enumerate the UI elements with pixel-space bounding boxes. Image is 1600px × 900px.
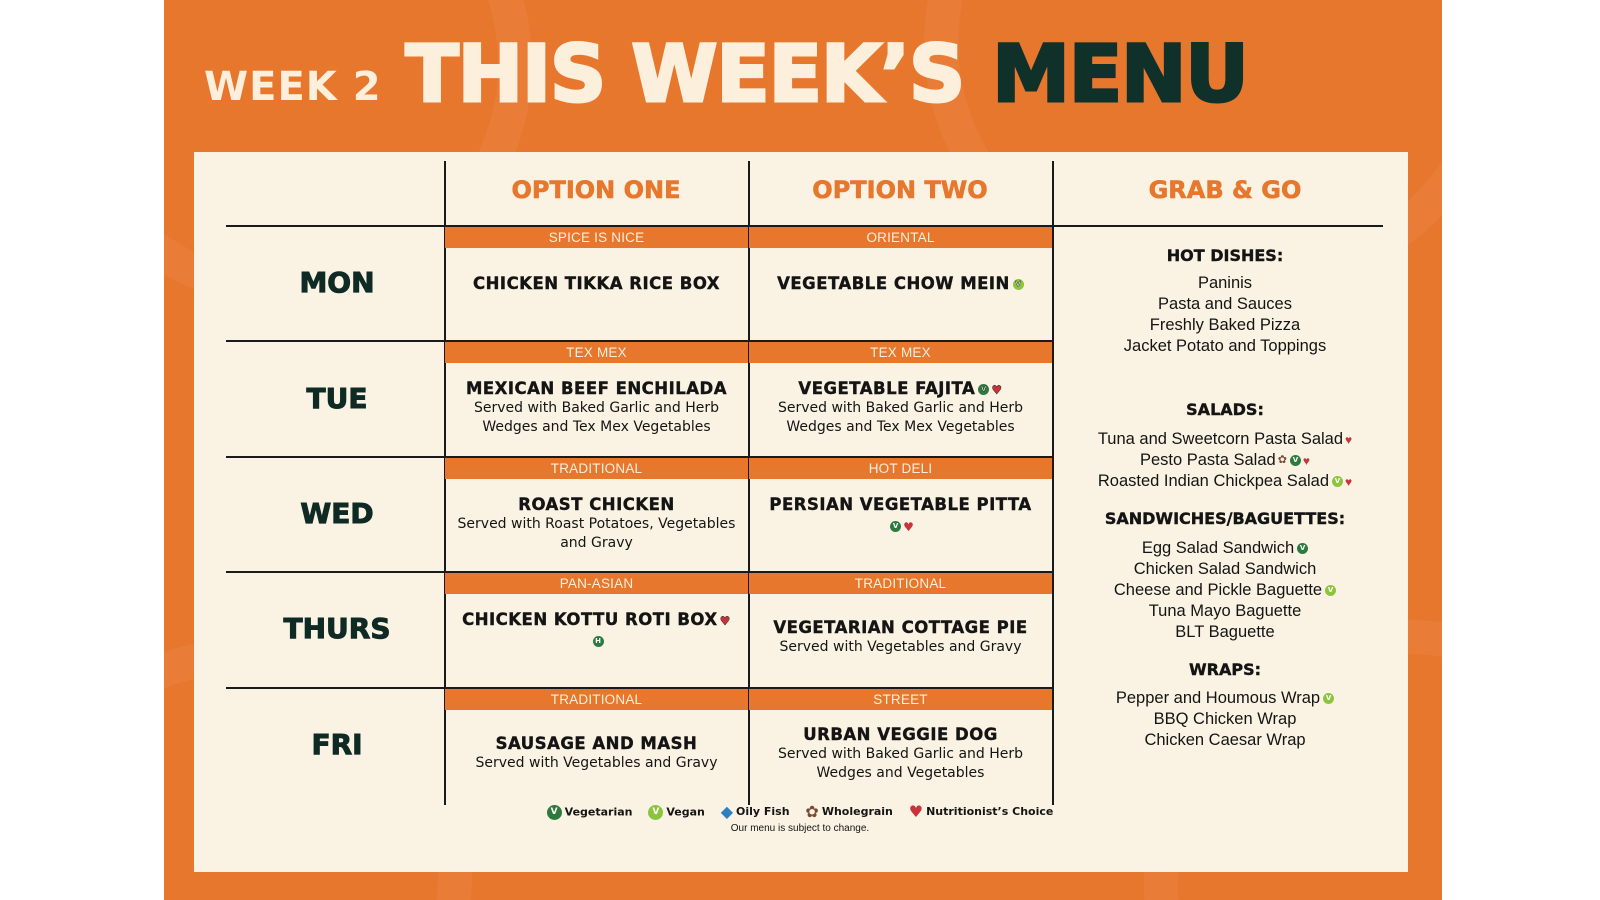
day-label-fri: FRI (311, 728, 363, 761)
legend-label: Nutritionist’s Choice (926, 805, 1054, 818)
legend-item (721, 804, 790, 820)
list-item: Freshly Baked Pizza (1149, 316, 1301, 334)
menu-cell (749, 248, 1052, 320)
cuisine-band: TRADITIONAL (749, 573, 1052, 594)
menu-cell (753, 379, 1048, 441)
nutritionist-heart-icon: ♥ (903, 519, 914, 534)
dish-name-line (462, 610, 731, 630)
dish-name-line (798, 379, 1002, 399)
list-item (1055, 709, 1395, 730)
cuisine-band: TEX MEX (445, 342, 748, 363)
legend-label: Vegan (666, 805, 705, 818)
dish-name: SAUSAGE AND MASH (495, 734, 698, 753)
menu-cell (753, 495, 1048, 557)
dish-name-line (777, 274, 1024, 294)
list-item (1055, 688, 1395, 709)
list-item: Pasta and Sauces (1158, 295, 1292, 313)
column-header-option-two: OPTION TWO (812, 176, 988, 204)
dish-name: CHICKEN TIKKA RICE BOX (473, 274, 720, 293)
menu-header (204, 22, 1248, 132)
menu-cell (449, 495, 744, 557)
cuisine-band: TRADITIONAL (445, 689, 748, 710)
dietary-legend (0, 804, 1600, 820)
list-item: Jacket Potato and Toppings (1123, 337, 1327, 355)
day-label-mon: MON (299, 266, 375, 299)
section-title: SALADS: (1186, 400, 1264, 419)
cuisine-band: HOT DELI (749, 458, 1052, 479)
nutritionist-heart-icon: ♥ (1345, 432, 1353, 447)
item-text: Chicken Caesar Wrap (1144, 731, 1306, 749)
item-text: BBQ Chicken Wrap (1153, 710, 1297, 728)
dish-description: Served with Baked Garlic and Herb Wedges and Vegetables (777, 746, 1024, 781)
page-title: THIS WEEK’S (405, 30, 965, 120)
cuisine-band: SPICE IS NICE (445, 227, 748, 248)
cuisine-band: TEX MEX (749, 342, 1052, 363)
item-text: Pepper and Houmous Wrap (1115, 689, 1321, 707)
grab-section-sandwiches (1055, 508, 1395, 643)
vegan-icon: V (1013, 279, 1024, 290)
grab-section-hot (1055, 245, 1395, 357)
wholegrain-icon: ✿ (805, 802, 819, 821)
grab-section-salads (1055, 399, 1395, 492)
item-text: Pesto Pasta Salad (1139, 451, 1276, 469)
halal-icon: H (593, 636, 604, 647)
list-item (1055, 622, 1395, 643)
dish-name: ROAST CHICKEN (518, 495, 675, 514)
item-text: Tuna Mayo Baguette (1148, 602, 1302, 620)
legend-item (805, 804, 892, 820)
dish-icons (887, 516, 914, 535)
dish-name: VEGETABLE FAJITA (798, 379, 976, 398)
disclaimer-note: Our menu is subject to change. (730, 823, 870, 834)
oily-fish-icon: ◆ (720, 802, 733, 821)
wholegrain-icon: ✿ (1277, 454, 1287, 467)
menu-cell (449, 379, 744, 441)
item-text: Roasted Indian Chickpea Salad (1097, 472, 1330, 490)
section-title: SANDWICHES/BAGUETTES: (1104, 509, 1346, 528)
nutritionist-heart-icon: ♥ (1302, 453, 1311, 468)
vegan-icon: V (648, 805, 663, 820)
nutritionist-heart-icon: ♥ (908, 802, 924, 821)
nutritionist-heart-icon: ♥ (991, 382, 1003, 397)
item-text: Cheese and Pickle Baguette (1113, 581, 1323, 599)
list-item (1055, 471, 1395, 492)
list-item (1055, 580, 1395, 601)
list-item: Paninis (1197, 274, 1253, 292)
dish-name: URBAN VEGGIE DOG (803, 725, 998, 744)
item-text: Tuna and Sweetcorn Pasta Salad (1097, 430, 1344, 448)
cuisine-band: ORIENTAL (749, 227, 1052, 248)
item-text: BLT Baguette (1175, 623, 1275, 641)
list-item (1055, 429, 1395, 450)
vegetarian-icon: V (1290, 455, 1301, 466)
list-item (1055, 559, 1395, 580)
item-text: Egg Salad Sandwich (1141, 539, 1295, 557)
page-title-accent: MENU (992, 30, 1248, 120)
menu-cell (753, 618, 1048, 664)
dish-name: CHICKEN KOTTU ROTI BOX (462, 610, 718, 629)
day-label-wed: WED (300, 497, 374, 530)
item-text: Chicken Salad Sandwich (1133, 560, 1317, 578)
week-label: WEEK 2 (204, 64, 382, 110)
dish-description: Served with Baked Garlic and Herb Wedges and Tex Mex Vegetables (777, 400, 1024, 435)
section-title: WRAPS: (1189, 660, 1261, 679)
vegan-icon: V (1323, 693, 1334, 704)
vegetarian-icon: V (1297, 543, 1308, 554)
legend-item (547, 805, 633, 820)
day-label-tue: TUE (306, 382, 368, 415)
nutritionist-heart-icon: ♥ (1345, 474, 1353, 489)
nutritionist-heart-icon: ♥ (719, 613, 731, 628)
column-divider (1052, 161, 1054, 805)
vegetarian-icon: V (978, 384, 989, 395)
dish-name: VEGETARIAN COTTAGE PIE (773, 618, 1028, 637)
dish-description: Served with Roast Potatoes, Vegetables and Gravy (457, 516, 736, 551)
dish-name: MEXICAN BEEF ENCHILADA (465, 379, 727, 398)
grab-section-wraps (1055, 659, 1395, 751)
legend-label: Vegetarian (564, 805, 633, 818)
legend-item (648, 805, 705, 820)
cuisine-band: STREET (749, 689, 1052, 710)
dish-name: VEGETABLE CHOW MEIN (777, 274, 1010, 293)
dish-name: PERSIAN VEGETABLE PITTA (769, 495, 1032, 514)
list-item (1055, 730, 1395, 751)
section-title: HOT DISHES: (1166, 246, 1284, 265)
menu-cell (449, 734, 744, 780)
dish-description: Served with Vegetables and Gravy (475, 755, 718, 771)
legend-item (909, 804, 1054, 820)
cuisine-band: PAN-ASIAN (445, 573, 748, 594)
list-item (1055, 601, 1395, 622)
legend-label: Wholegrain (821, 805, 893, 818)
day-label-thurs: THURS (283, 612, 391, 645)
list-item (1055, 538, 1395, 559)
cuisine-band: TRADITIONAL (445, 458, 748, 479)
vegan-icon: V (1325, 585, 1336, 596)
menu-cell (445, 610, 748, 660)
dish-icons (590, 631, 604, 650)
dish-description: Served with Baked Garlic and Herb Wedges and Tex Mex Vegetables (473, 400, 720, 435)
legend-label: Oily Fish (736, 805, 790, 818)
vegan-icon: V (1332, 476, 1343, 487)
menu-cell (445, 248, 748, 320)
vegetarian-icon: V (890, 521, 901, 532)
column-header-option-one: OPTION ONE (511, 176, 681, 204)
column-header-grab-and-go: GRAB & GO (1148, 176, 1302, 204)
menu-cell (753, 725, 1048, 787)
vegetarian-icon: V (547, 805, 562, 820)
dish-description: Served with Vegetables and Gravy (779, 639, 1022, 655)
list-item (1055, 450, 1395, 471)
